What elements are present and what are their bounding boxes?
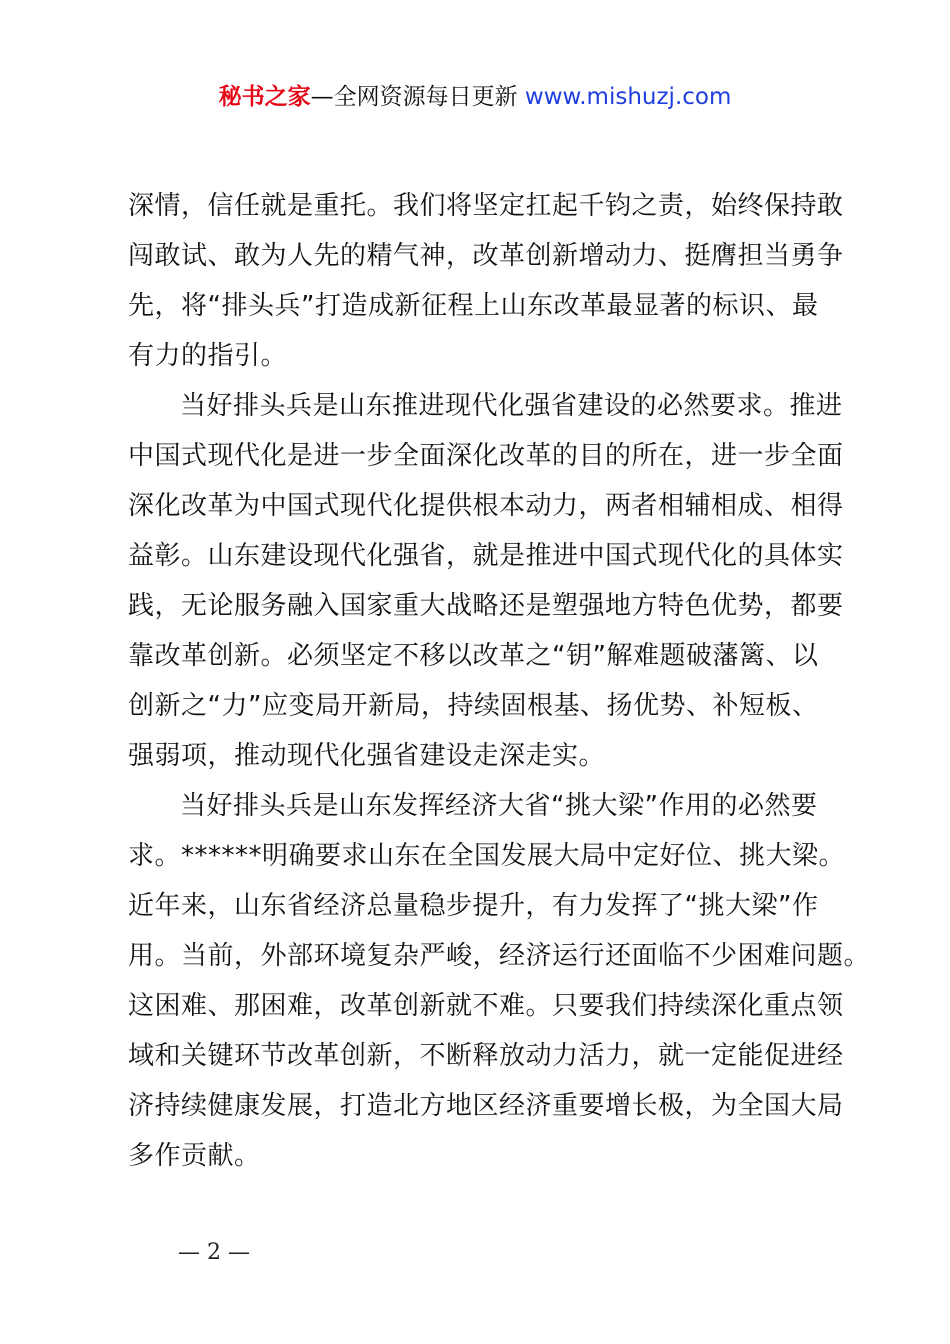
brand-name: 秘书之家 — [218, 84, 311, 110]
page-header — [0, 80, 950, 114]
text-line: 近年来，山东省经济总量稳步提升，有力发挥了“挑大梁”作 — [128, 891, 819, 921]
text-line: 用。当前，外部环境复杂严峻，经济运行还面临不少困难问题。 — [128, 941, 871, 971]
text-line: 当好排头兵是山东推进现代化强省建设的必然要求。推进 — [180, 391, 843, 421]
text-line: 当好排头兵是山东发挥经济大省“挑大梁”作用的必然要 — [180, 791, 818, 821]
paragraph — [128, 781, 871, 1181]
text-line: 深情，信任就是重托。我们将坚定扛起千钧之责，始终保持敢 — [128, 191, 844, 221]
text-line: 求。******明确要求山东在全国发展大局中定好位、挑大梁。 — [128, 841, 846, 871]
text-line: 多作贡献。 — [128, 1141, 261, 1171]
paragraph — [128, 181, 844, 381]
header-tagline: —全网资源每日更新 — [310, 84, 518, 110]
text-line: 践，无论服务融入国家重大战略还是塑强地方特色优势，都要 — [128, 591, 844, 621]
text-line: 济持续健康发展，打造北方地区经济重要增长极，为全国大局 — [128, 1091, 844, 1121]
paragraph — [128, 381, 844, 781]
text-line: 先，将“排头兵”打造成新征程上山东改革最显著的标识、最 — [128, 291, 819, 321]
text-line: 强弱项，推动现代化强省建设走深走实。 — [128, 741, 606, 771]
text-line: 这困难、那困难，改革创新就不难。只要我们持续深化重点领 — [128, 991, 844, 1021]
text-line: 中国式现代化是进一步全面深化改革的目的所在，进一步全面 — [128, 441, 844, 471]
text-line: 闯敢试、敢为人先的精气神，改革创新增动力、挺膺担当勇争 — [128, 241, 844, 271]
page-number: — 2 — — [178, 1240, 250, 1265]
text-line: 有力的指引。 — [128, 341, 288, 371]
text-line: 深化改革为中国式现代化提供根本动力，两者相辅相成、相得 — [128, 491, 844, 521]
text-line: 域和关键环节改革创新，不断释放动力活力，就一定能促进经 — [128, 1041, 844, 1071]
website-link[interactable]: www.mishuzj.com — [524, 84, 732, 110]
text-line: 靠改革创新。必须坚定不移以改革之“钥”解难题破藩篱、以 — [128, 641, 819, 671]
document-body — [128, 181, 871, 1181]
text-line: 益彰。山东建设现代化强省，就是推进中国式现代化的具体实 — [128, 541, 844, 571]
text-line: 创新之“力”应变局开新局，持续固根基、扬优势、补短板、 — [128, 691, 819, 721]
